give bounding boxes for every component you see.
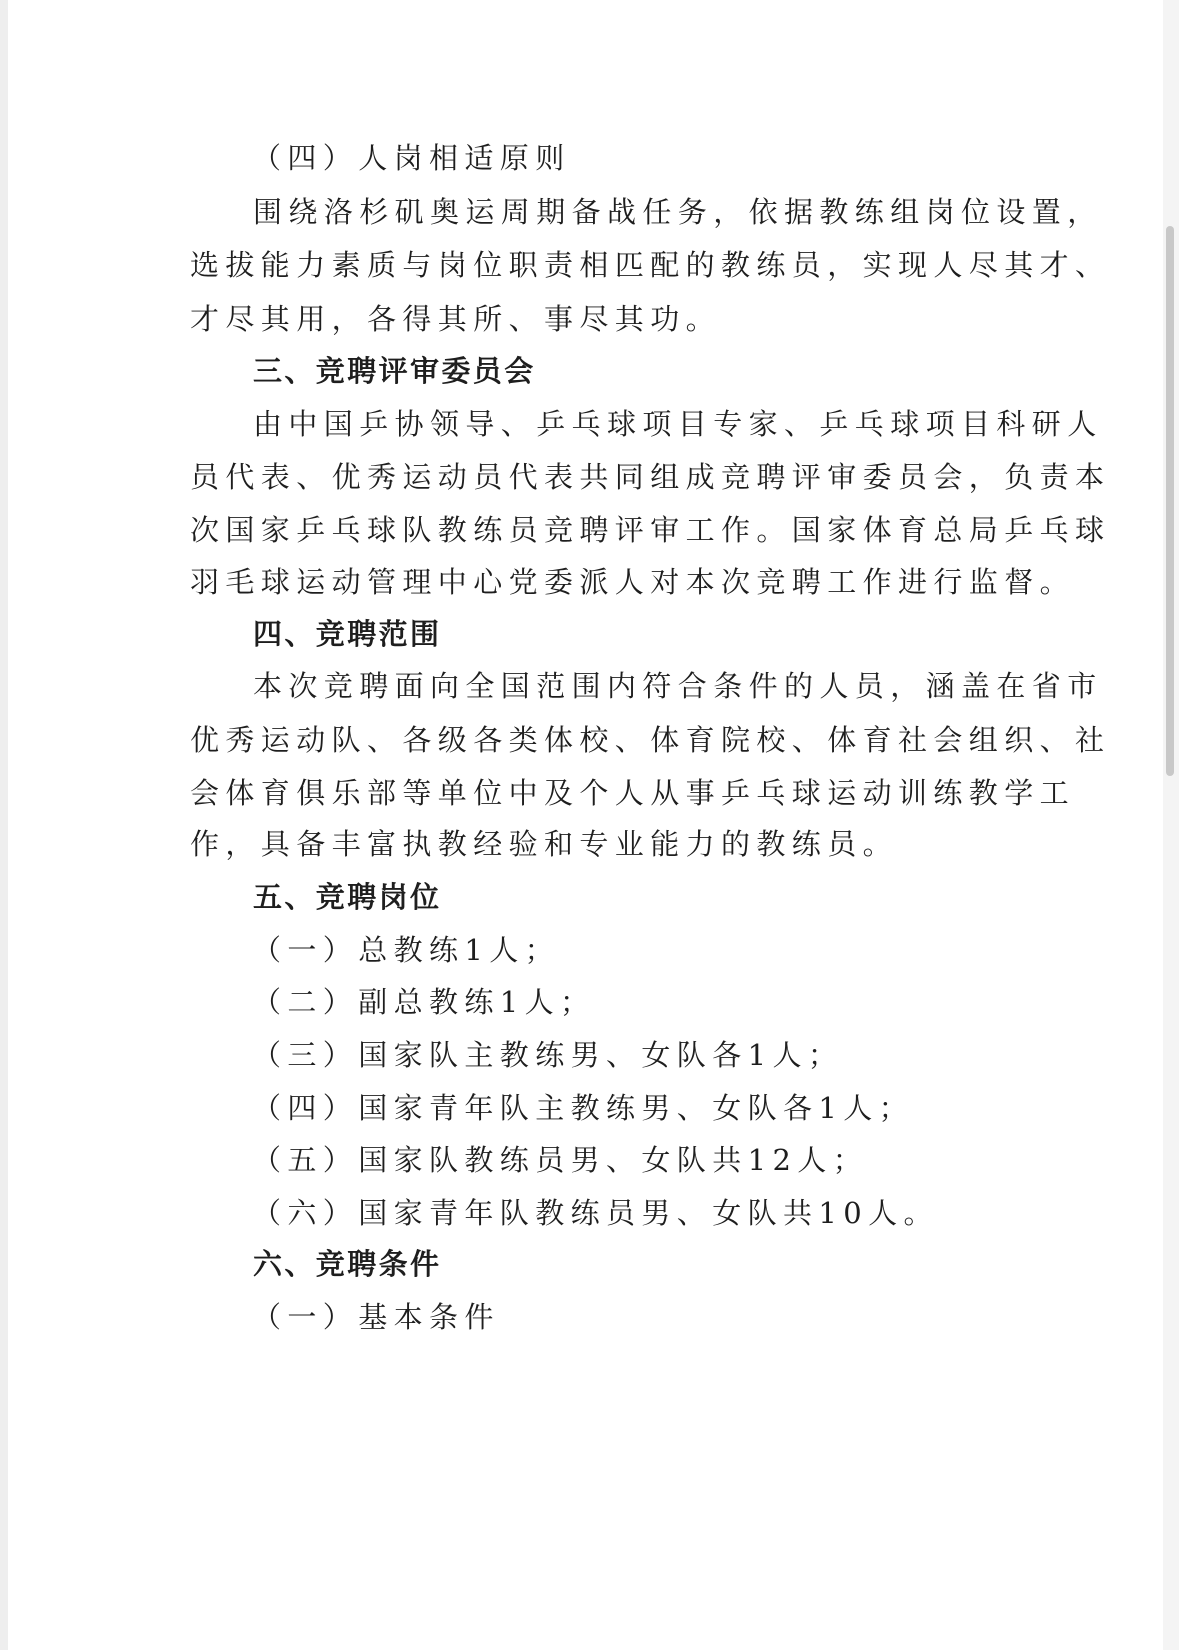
paragraph-line: 次国家乒乓球队教练员竞聘评审工作。国家体育总局乒乓球: [190, 513, 1111, 547]
paragraph-line: 员代表、优秀运动员代表共同组成竞聘评审委员会，负责本: [190, 460, 1111, 494]
subsection-heading-principle-4: （四）人岗相适原则: [252, 141, 571, 175]
list-item: （二）副总教练1人；: [252, 985, 596, 1019]
paragraph-line: 羽毛球运动管理中心党委派人对本次竞聘工作进行监督。: [190, 565, 1076, 599]
list-item: （三）国家队主教练男、女队各1人；: [252, 1038, 844, 1072]
section-heading-3: 三、竞聘评审委员会: [253, 354, 536, 388]
paragraph-line: 本次竞聘面向全国范围内符合条件的人员，涵盖在省市: [253, 669, 1103, 703]
document-page: [8, 0, 1163, 1650]
vertical-scrollbar[interactable]: [1163, 0, 1179, 1650]
page-edge: [0, 0, 8, 1650]
paragraph-line: 会体育俱乐部等单位中及个人从事乒乓球运动训练教学工: [190, 776, 1076, 810]
list-item: （五）国家队教练员男、女队共12人；: [252, 1143, 869, 1177]
section-heading-4: 四、竞聘范围: [253, 617, 442, 651]
scrollbar-thumb[interactable]: [1166, 226, 1174, 776]
list-item: （六）国家青年队教练员男、女队共10人。: [252, 1196, 939, 1230]
section-heading-6: 六、竞聘条件: [253, 1247, 442, 1281]
section-heading-5: 五、竞聘岗位: [253, 880, 442, 914]
paragraph-line: 作，具备丰富执教经验和专业能力的教练员。: [190, 827, 899, 861]
list-item: （一）总教练1人；: [252, 933, 561, 967]
paragraph-line: 才尽其用，各得其所、事尽其功。: [190, 302, 722, 336]
paragraph-line: 围绕洛杉矶奥运周期备战任务，依据教练组岗位设置，: [253, 195, 1103, 229]
subsection-heading-basic-conditions: （一）基本条件: [252, 1300, 500, 1334]
paragraph-line: 由中国乒协领导、乒乓球项目专家、乒乓球项目科研人: [253, 407, 1103, 441]
list-item: （四）国家青年队主教练男、女队各1人；: [252, 1091, 915, 1125]
paragraph-line: 优秀运动队、各级各类体校、体育院校、体育社会组织、社: [190, 723, 1111, 757]
paragraph-line: 选拔能力素质与岗位职责相匹配的教练员，实现人尽其才、: [190, 248, 1111, 282]
